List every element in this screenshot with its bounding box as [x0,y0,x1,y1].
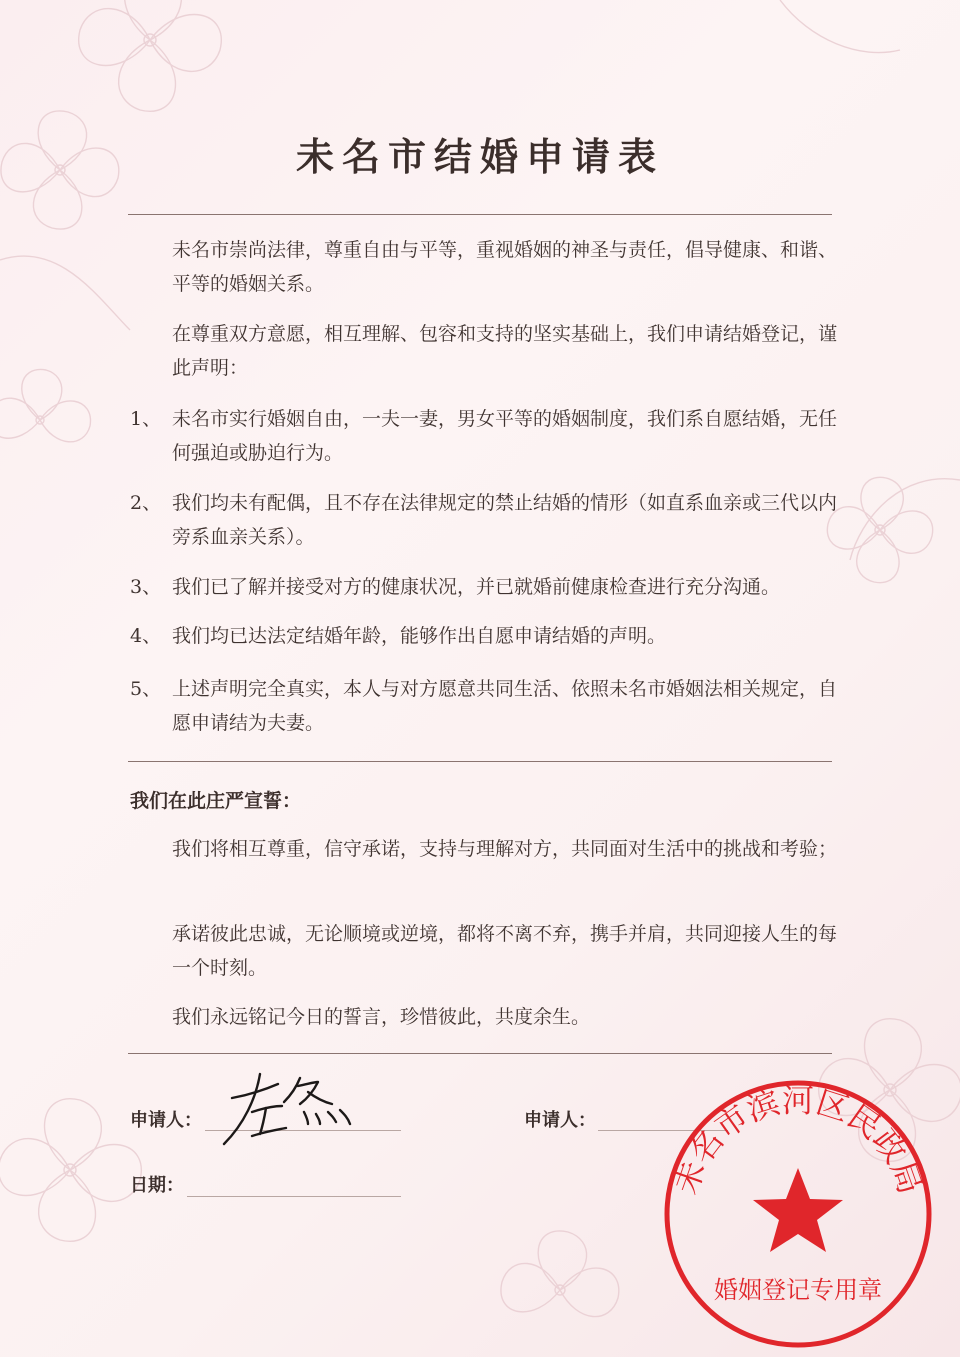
section-divider [128,761,832,762]
intro-paragraph-2: 在尊重双方意愿，相互理解、包容和支持的坚实基础上，我们申请结婚登记，谨此声明： [172,323,838,379]
declaration-number: 3、 [130,576,162,598]
title-divider [128,214,832,215]
seal-bottom-text: 婚姻登记专用章 [714,1276,882,1304]
declaration-text: 未名市实行婚姻自由，一夫一妻，男女平等的婚姻制度，我们系自愿结婚，无任何强迫或胁迫行为。 [172,408,838,464]
declaration-number: 2、 [130,492,162,514]
date-label: 日期： [130,1175,184,1196]
seal-arc-text: 未名市滨河区民政局 [666,1081,930,1199]
oath-paragraph-2: 承诺彼此忠诚，无论顺境或逆境，都将不离不弃，携手并肩，共同迎接人生的每一个时刻。 [172,923,838,979]
document-title: 未名市结婚申请表 [295,134,664,179]
oath-paragraph-1: 我们将相互尊重，信守承诺，支持与理解对方，共同面对生活中的挑战和考验； [172,838,838,860]
declaration-number: 4、 [130,625,162,647]
oath-paragraph-3: 我们永远铭记今日的誓言，珍惜彼此，共度余生。 [172,1006,591,1028]
declaration-text: 我们已了解并接受对方的健康状况，并已就婚前健康检查进行充分沟通。 [172,576,781,598]
applicant-2-label: 申请人： [524,1110,596,1131]
declaration-number: 5、 [130,678,162,700]
star-icon [753,1168,843,1252]
declaration-text: 上述声明完全真实，本人与对方愿意共同生活、依照未名市婚姻法相关规定，自愿申请结为夫妻。 [172,678,838,734]
applicant-1-label: 申请人： [130,1110,202,1131]
oath-heading: 我们在此庄严宣誓： [130,790,302,812]
signature-divider [128,1053,832,1054]
official-seal [660,1076,936,1352]
declaration-text: 我们均已达法定结婚年龄，能够作出自愿申请结婚的声明。 [172,625,667,647]
date-field[interactable] [187,1196,401,1197]
declaration-text: 我们均未有配偶，且不存在法律规定的禁止结婚的情形（如直系血亲或三代以内旁系血亲关系）。 [172,492,838,548]
intro-paragraph-1: 未名市崇尚法律，尊重自由与平等，重视婚姻的神圣与责任，倡导健康、和谐、平等的婚姻关系。 [172,239,838,295]
declaration-number: 1、 [130,408,162,430]
handwritten-signature [220,1068,360,1152]
